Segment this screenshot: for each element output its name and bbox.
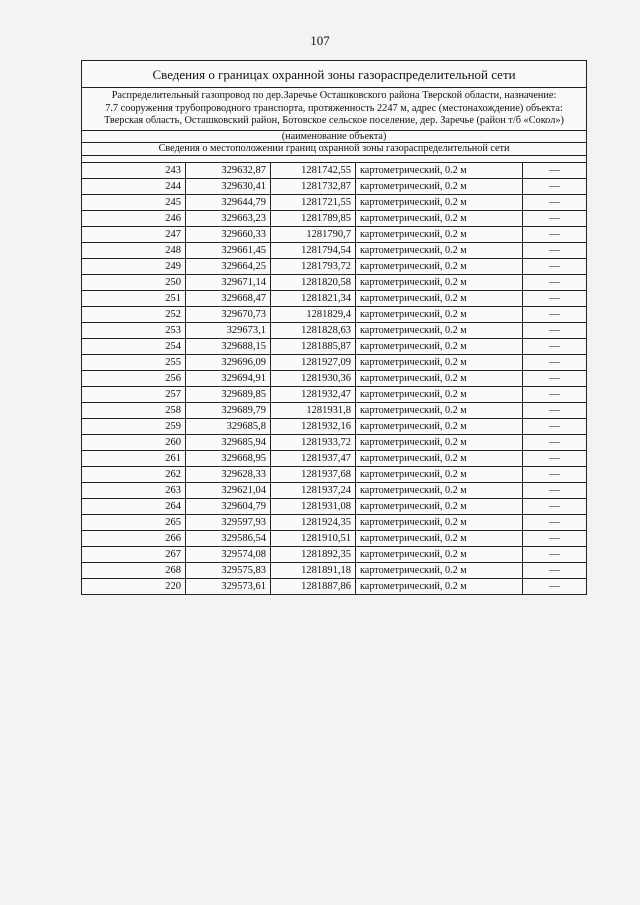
coordinate-x-cell: 329694,91 [186,370,271,386]
object-description [82,88,587,131]
method-cell: картометрический, 0.2 м [356,530,523,546]
point-number-cell: 257 [82,386,186,402]
method-cell: картометрический, 0.2 м [356,306,523,322]
description-cell: — [523,434,587,450]
object-caption-row [82,130,587,142]
coordinate-y-cell: 1281789,85 [271,210,356,226]
coordinate-x-cell: 329668,47 [186,290,271,306]
coordinate-x-cell: 329689,79 [186,402,271,418]
table-row [82,306,587,322]
method-cell: картометрический, 0.2 м [356,354,523,370]
coordinate-y-cell: 1281742,55 [271,162,356,178]
page-number: 107 [310,33,330,48]
coordinate-x-cell: 329575,83 [186,562,271,578]
table-row [82,370,587,386]
description-cell: — [523,466,587,482]
method-cell: картометрический, 0.2 м [356,434,523,450]
method-cell: картометрический, 0.2 м [356,402,523,418]
description-cell: — [523,578,587,594]
method-cell: картометрический, 0.2 м [356,274,523,290]
method-cell: картометрический, 0.2 м [356,258,523,274]
coordinate-x-cell: 329632,87 [186,162,271,178]
coordinate-x-cell: 329685,94 [186,434,271,450]
table-row [82,434,587,450]
description-cell: — [523,306,587,322]
point-number-cell: 251 [82,290,186,306]
coordinate-x-cell: 329685,8 [186,418,271,434]
coordinate-y-cell: 1281932,16 [271,418,356,434]
coordinate-x-cell: 329671,14 [186,274,271,290]
method-cell: картометрический, 0.2 м [356,178,523,194]
coordinate-y-cell: 1281930,36 [271,370,356,386]
coordinate-x-cell: 329574,08 [186,546,271,562]
coordinate-y-cell: 1281794,54 [271,242,356,258]
method-cell: картометрический, 0.2 м [356,194,523,210]
table-row [82,498,587,514]
method-cell: картометрический, 0.2 м [356,578,523,594]
description-cell: — [523,226,587,242]
table-row [82,450,587,466]
coordinate-y-cell: 1281931,08 [271,498,356,514]
table-row [82,514,587,530]
spacer-cell [82,155,587,162]
table-row [82,226,587,242]
coordinate-x-cell: 329628,33 [186,466,271,482]
table-row [82,530,587,546]
description-cell: — [523,498,587,514]
table-row [82,242,587,258]
description-cell: — [523,258,587,274]
method-cell: картометрический, 0.2 м [356,466,523,482]
description-cell: — [523,482,587,498]
table-row [82,194,587,210]
coordinate-y-cell: 1281891,18 [271,562,356,578]
point-number-cell: 264 [82,498,186,514]
method-cell: картометрический, 0.2 м [356,418,523,434]
point-number-cell: 243 [82,162,186,178]
description-cell: — [523,274,587,290]
method-cell: картометрический, 0.2 м [356,322,523,338]
description-cell: — [523,322,587,338]
description-cell: — [523,546,587,562]
coordinate-x-cell: 329630,41 [186,178,271,194]
coordinate-x-cell: 329597,93 [186,514,271,530]
method-cell: картометрический, 0.2 м [356,514,523,530]
coordinate-x-cell: 329670,73 [186,306,271,322]
point-number-cell: 260 [82,434,186,450]
method-cell: картометрический, 0.2 м [356,450,523,466]
table-row [82,162,587,178]
boundary-table [81,60,587,595]
coordinate-y-cell: 1281829,4 [271,306,356,322]
point-number-cell: 220 [82,578,186,594]
description-cell: — [523,338,587,354]
table-row [82,418,587,434]
method-cell: картометрический, 0.2 м [356,482,523,498]
coordinate-y-cell: 1281937,68 [271,466,356,482]
table-row [82,466,587,482]
point-number-cell: 245 [82,194,186,210]
method-cell: картометрический, 0.2 м [356,338,523,354]
table-row [82,178,587,194]
coordinate-x-cell: 329573,61 [186,578,271,594]
method-cell: картометрический, 0.2 м [356,370,523,386]
description-cell: — [523,210,587,226]
point-number-cell: 258 [82,402,186,418]
description-cell: — [523,290,587,306]
coordinate-y-cell: 1281828,63 [271,322,356,338]
table-title: Сведения о границах охранной зоны газораспределительной сети [82,61,587,88]
description-cell: — [523,386,587,402]
table-row [82,578,587,594]
coordinate-y-cell: 1281721,55 [271,194,356,210]
table-row [82,290,587,306]
object-description-line: Тверская область, Осташковский район, Ботовское сельское поселение, дер. Заречье (район т/б «Сокол») [104,115,564,126]
table-row [82,386,587,402]
point-number-cell: 244 [82,178,186,194]
description-cell: — [523,418,587,434]
description-cell: — [523,450,587,466]
object-caption: (наименование объекта) [82,130,587,142]
point-number-cell: 250 [82,274,186,290]
point-number-cell: 255 [82,354,186,370]
coordinate-x-cell: 329660,33 [186,226,271,242]
table-row [82,562,587,578]
coordinate-y-cell: 1281910,51 [271,530,356,546]
coordinate-x-cell: 329668,95 [186,450,271,466]
spacer-row [82,155,587,162]
coordinate-y-cell: 1281932,47 [271,386,356,402]
coordinate-y-cell: 1281887,86 [271,578,356,594]
point-number-cell: 261 [82,450,186,466]
coordinate-y-cell: 1281931,8 [271,402,356,418]
coordinate-y-cell: 1281790,7 [271,226,356,242]
object-description-row [82,88,587,131]
description-cell: — [523,530,587,546]
point-number-cell: 259 [82,418,186,434]
method-cell: картометрический, 0.2 м [356,546,523,562]
coordinate-y-cell: 1281927,09 [271,354,356,370]
point-number-cell: 267 [82,546,186,562]
coordinate-x-cell: 329621,04 [186,482,271,498]
coordinate-x-cell: 329688,15 [186,338,271,354]
table-body [82,61,587,595]
description-cell: — [523,402,587,418]
coordinate-y-cell: 1281821,34 [271,290,356,306]
method-cell: картометрический, 0.2 м [356,498,523,514]
object-description-line: Распределительный газопровод по дер.Заречье Осташковского района Тверской области, назначение: [111,90,557,101]
method-cell: картометрический, 0.2 м [356,162,523,178]
table-row [82,338,587,354]
point-number-cell: 265 [82,514,186,530]
point-number-cell: 248 [82,242,186,258]
coordinate-y-cell: 1281937,47 [271,450,356,466]
coordinate-x-cell: 329673,1 [186,322,271,338]
point-number-cell: 246 [82,210,186,226]
method-cell: картометрический, 0.2 м [356,562,523,578]
description-cell: — [523,162,587,178]
description-cell: — [523,370,587,386]
table-row [82,322,587,338]
coordinate-x-cell: 329586,54 [186,530,271,546]
method-cell: картометрический, 0.2 м [356,386,523,402]
point-number-cell: 247 [82,226,186,242]
table-row [82,258,587,274]
coordinate-x-cell: 329689,85 [186,386,271,402]
description-cell: — [523,242,587,258]
description-cell: — [523,194,587,210]
table-row [82,354,587,370]
coordinate-y-cell: 1281933,72 [271,434,356,450]
coordinate-y-cell: 1281732,87 [271,178,356,194]
coordinate-x-cell: 329696,09 [186,354,271,370]
coordinate-y-cell: 1281937,24 [271,482,356,498]
description-cell: — [523,354,587,370]
point-number-cell: 253 [82,322,186,338]
point-number-cell: 266 [82,530,186,546]
coordinate-y-cell: 1281820,58 [271,274,356,290]
coordinate-x-cell: 329644,79 [186,194,271,210]
method-cell: картометрический, 0.2 м [356,210,523,226]
description-cell: — [523,178,587,194]
coordinate-y-cell: 1281924,35 [271,514,356,530]
coordinate-y-cell: 1281892,35 [271,546,356,562]
coordinate-x-cell: 329661,45 [186,242,271,258]
section-title-row [82,142,587,155]
point-number-cell: 254 [82,338,186,354]
coordinate-y-cell: 1281793,72 [271,258,356,274]
point-number-cell: 263 [82,482,186,498]
point-number-cell: 268 [82,562,186,578]
title-row [82,61,587,88]
point-number-cell: 256 [82,370,186,386]
method-cell: картометрический, 0.2 м [356,226,523,242]
coordinate-y-cell: 1281885,87 [271,338,356,354]
method-cell: картометрический, 0.2 м [356,290,523,306]
table-row [82,482,587,498]
point-number-cell: 262 [82,466,186,482]
point-number-cell: 249 [82,258,186,274]
coordinate-x-cell: 329663,23 [186,210,271,226]
table-row [82,274,587,290]
description-cell: — [523,514,587,530]
description-cell: — [523,562,587,578]
table-row [82,402,587,418]
point-number-cell: 252 [82,306,186,322]
coordinate-x-cell: 329664,25 [186,258,271,274]
object-description-line: 7.7 сооружения трубопроводного транспорта, протяженность 2247 м, адрес (местонахождение) объекта: [105,102,563,114]
coordinate-x-cell: 329604,79 [186,498,271,514]
table-row [82,210,587,226]
method-cell: картометрический, 0.2 м [356,242,523,258]
table-row [82,546,587,562]
section-title: Сведения о местоположении границ охранной зоны газораспределительной сети [82,142,587,155]
